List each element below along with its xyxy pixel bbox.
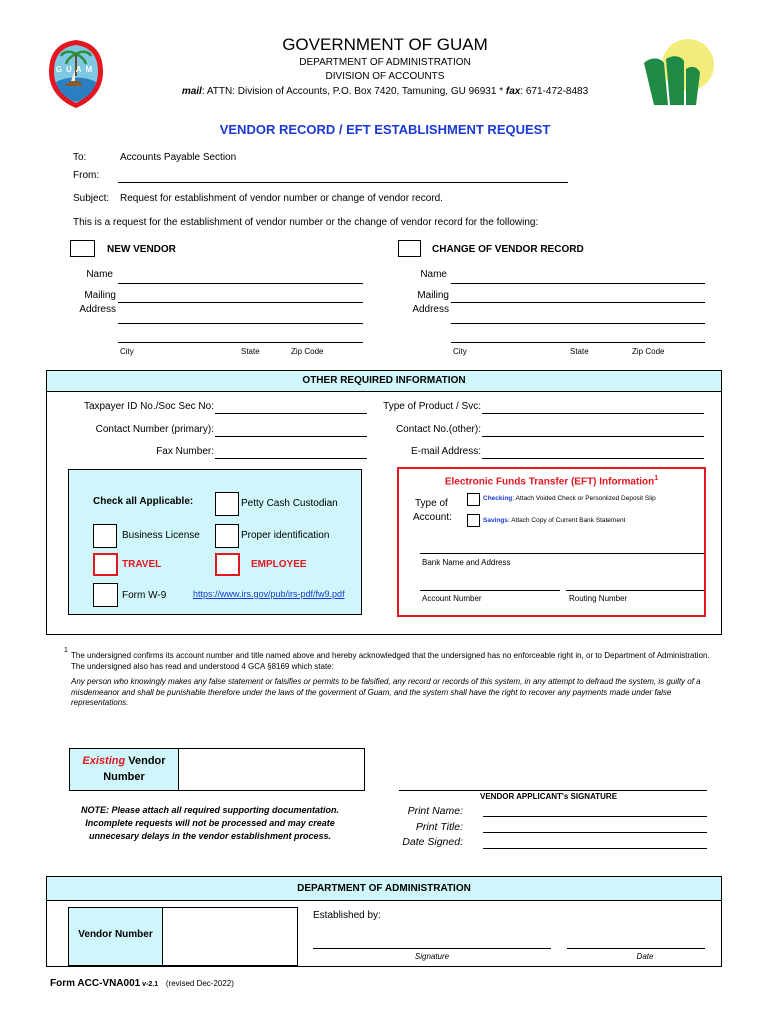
signature-field[interactable] <box>399 790 707 791</box>
number-word: Number <box>103 771 145 783</box>
fax-field[interactable] <box>215 458 367 459</box>
vendor-number-label: Vendor Number <box>78 929 153 940</box>
established-date-field[interactable] <box>567 948 705 949</box>
print-title-label: Print Title: <box>415 821 463 833</box>
change-address-field-1[interactable] <box>451 302 705 303</box>
routing-number-field[interactable] <box>566 590 704 591</box>
subject-value: Request for establishment of vendor number or change of vendor record. <box>120 193 443 204</box>
savings-label: Savings <box>483 517 508 524</box>
other-info-header: OTHER REQUIRED INFORMATION <box>46 370 722 392</box>
new-mailing-label: Mailing <box>84 290 116 301</box>
employee-label: EMPLOYEE <box>251 559 307 570</box>
checking-option <box>483 495 656 502</box>
established-signature-label: Signature <box>414 952 450 961</box>
email-label: E-mail Address: <box>410 446 481 457</box>
form-title: VENDOR RECORD / EFT ESTABLISHMENT REQUEST <box>219 122 551 137</box>
form-w9-checkbox[interactable] <box>93 583 118 607</box>
bank-name-field[interactable] <box>420 553 704 554</box>
change-zip-label: Zip Code <box>632 347 665 356</box>
savings-text: : Attach Copy of Current Bank Statement <box>507 517 626 524</box>
date-signed-label: Date Signed: <box>402 836 463 848</box>
footnote-italic-text: Any person who knowingly makes any false statement or falsifies or permits to be falsified, any record or records of this system, in any attempt to defraud the system, is guilty of a misdemeanor and shall be punishable therefore under the laws of the goverment of Guam, and the system shall have the right to recover any payments made under false representations. <box>71 677 701 707</box>
established-date-label: Date <box>636 952 654 961</box>
doa-header: DEPARTMENT OF ADMINISTRATION <box>46 876 722 901</box>
print-name-label: Print Name: <box>407 805 463 817</box>
change-city-label: City <box>453 347 467 356</box>
product-label: Type of Product / Svc: <box>383 401 481 412</box>
fax-text: : 671-472-8483 <box>520 86 589 97</box>
contact-primary-field[interactable] <box>215 436 367 437</box>
email-field[interactable] <box>482 458 704 459</box>
taxpayer-label: Taxpayer ID No./Soc Sec No: <box>83 401 214 412</box>
routing-number-label: Routing Number <box>569 594 628 603</box>
government-title: GOVERNMENT OF GUAM <box>282 35 488 54</box>
contact-other-label: Contact No.(other): <box>395 424 481 435</box>
existing-word: Existing <box>82 755 126 767</box>
new-address-label: Address <box>79 304 116 315</box>
new-city-label: City <box>120 347 134 356</box>
new-zip-label: Zip Code <box>291 347 324 356</box>
checking-checkbox[interactable] <box>467 493 480 506</box>
change-vendor-label: CHANGE OF VENDOR RECORD <box>432 244 584 255</box>
established-by-label: Established by: <box>313 910 381 921</box>
change-address-label: Address <box>412 304 449 315</box>
signature-label: VENDOR APPLICANT's SIGNATURE <box>480 792 618 801</box>
note-line-2: Incomplete requests will not be processed and may create <box>85 818 335 828</box>
subject-label: Subject: <box>73 193 110 204</box>
footnote-text: The undersigned confirms its account number and title named above and hereby acknowledged that the undersigned has no enforceable right in, or to Department of Administration. The undersigned also has read and understood 4 GCA §8169 which state: <box>71 651 710 671</box>
account-number-field[interactable] <box>420 590 560 591</box>
from-field[interactable] <box>118 182 568 183</box>
travel-checkbox[interactable] <box>93 553 118 576</box>
taxpayer-field[interactable] <box>215 413 367 414</box>
from-label: From: <box>73 170 100 181</box>
change-vendor-checkbox[interactable] <box>398 240 421 257</box>
contact-other-field[interactable] <box>482 436 704 437</box>
print-title-field[interactable] <box>483 832 707 833</box>
new-address-field-2[interactable] <box>118 323 363 324</box>
change-state-label: State <box>570 347 589 356</box>
existing-vendor-label <box>69 755 179 767</box>
account-number-label: Account Number <box>422 594 482 603</box>
business-license-checkbox[interactable] <box>93 524 117 548</box>
footnote-mark: 1 <box>64 647 68 654</box>
new-vendor-label: NEW VENDOR <box>107 244 176 255</box>
fax-label: fax <box>505 86 521 97</box>
checking-label: Checking <box>483 495 513 502</box>
new-vendor-checkbox[interactable] <box>70 240 95 257</box>
existing-vendor-number-field[interactable] <box>178 748 365 791</box>
new-name-label: Name <box>86 269 113 280</box>
applicable-title: Check all Applicable: <box>93 496 194 507</box>
note-line-1: NOTE: Please attach all required supporting documentation. <box>80 805 340 815</box>
form-revised: (revised Dec-2022) <box>165 979 234 988</box>
new-city-state-zip-field[interactable] <box>118 342 363 343</box>
change-mailing-label: Mailing <box>417 290 449 301</box>
employee-checkbox[interactable] <box>215 553 240 576</box>
form-version: v-2.1 <box>140 981 159 988</box>
w9-link[interactable]: https://www.irs.gov/pub/irs-pdf/fw9.pdf <box>193 589 345 599</box>
doa-vendor-number-field[interactable] <box>162 907 298 966</box>
print-name-field[interactable] <box>483 816 707 817</box>
fax-label-field: Fax Number: <box>156 446 214 457</box>
new-address-field-1[interactable] <box>118 302 363 303</box>
product-field[interactable] <box>482 413 704 414</box>
date-signed-field[interactable] <box>483 848 707 849</box>
intro-text: This is a request for the establishment of vendor number or the change of vendor record for the following: <box>73 217 539 228</box>
division-name: DIVISION OF ACCOUNTS <box>325 71 445 82</box>
proper-id-checkbox[interactable] <box>215 524 239 548</box>
savings-checkbox[interactable] <box>467 514 480 527</box>
change-address-field-2[interactable] <box>451 323 705 324</box>
petty-cash-label: Petty Cash Custodian <box>241 498 338 509</box>
change-name-field[interactable] <box>451 283 705 284</box>
petty-cash-checkbox[interactable] <box>215 492 239 516</box>
vendor-word: Vendor <box>125 755 166 767</box>
mail-text: : ATTN: Division of Accounts, P.O. Box 7420, Tamuning, GU 96931 * <box>201 86 506 97</box>
change-city-state-zip-field[interactable] <box>451 342 705 343</box>
form-w9-label: Form W-9 <box>122 590 167 601</box>
savings-option <box>483 517 625 524</box>
new-name-field[interactable] <box>118 283 363 284</box>
business-license-label: Business License <box>122 530 200 541</box>
change-name-label: Name <box>420 269 447 280</box>
note-line-3: unnecesary delays in the vendor establishment process. <box>88 831 332 841</box>
eft-type-label: Type of <box>415 498 448 509</box>
form-id-text: Form ACC-VNA001 <box>50 978 141 989</box>
established-signature-field[interactable] <box>313 948 551 949</box>
travel-label: TRAVEL <box>122 559 162 570</box>
eft-account-label: Account: <box>413 512 452 523</box>
eft-title <box>400 475 703 487</box>
to-value: Accounts Payable Section <box>120 152 237 163</box>
form-id <box>50 978 234 989</box>
contact-primary-label: Contact Number (primary): <box>95 424 214 435</box>
mail-address-line <box>0 86 770 97</box>
eft-title-text: Electronic Funds Transfer (EFT) Information <box>444 476 655 488</box>
proper-id-label: Proper identification <box>241 530 330 541</box>
checking-text: : Attach Voided Check or Personlized Deposit Slip <box>512 495 656 502</box>
to-label: To: <box>73 152 87 163</box>
bank-name-label: Bank Name and Address <box>422 558 511 567</box>
eft-footnote-mark: 1 <box>654 475 659 482</box>
department-name: DEPARTMENT OF ADMINISTRATION <box>299 57 471 68</box>
mail-label: mail <box>181 86 202 97</box>
new-state-label: State <box>241 347 260 356</box>
seal-text: GUAM <box>55 65 97 74</box>
